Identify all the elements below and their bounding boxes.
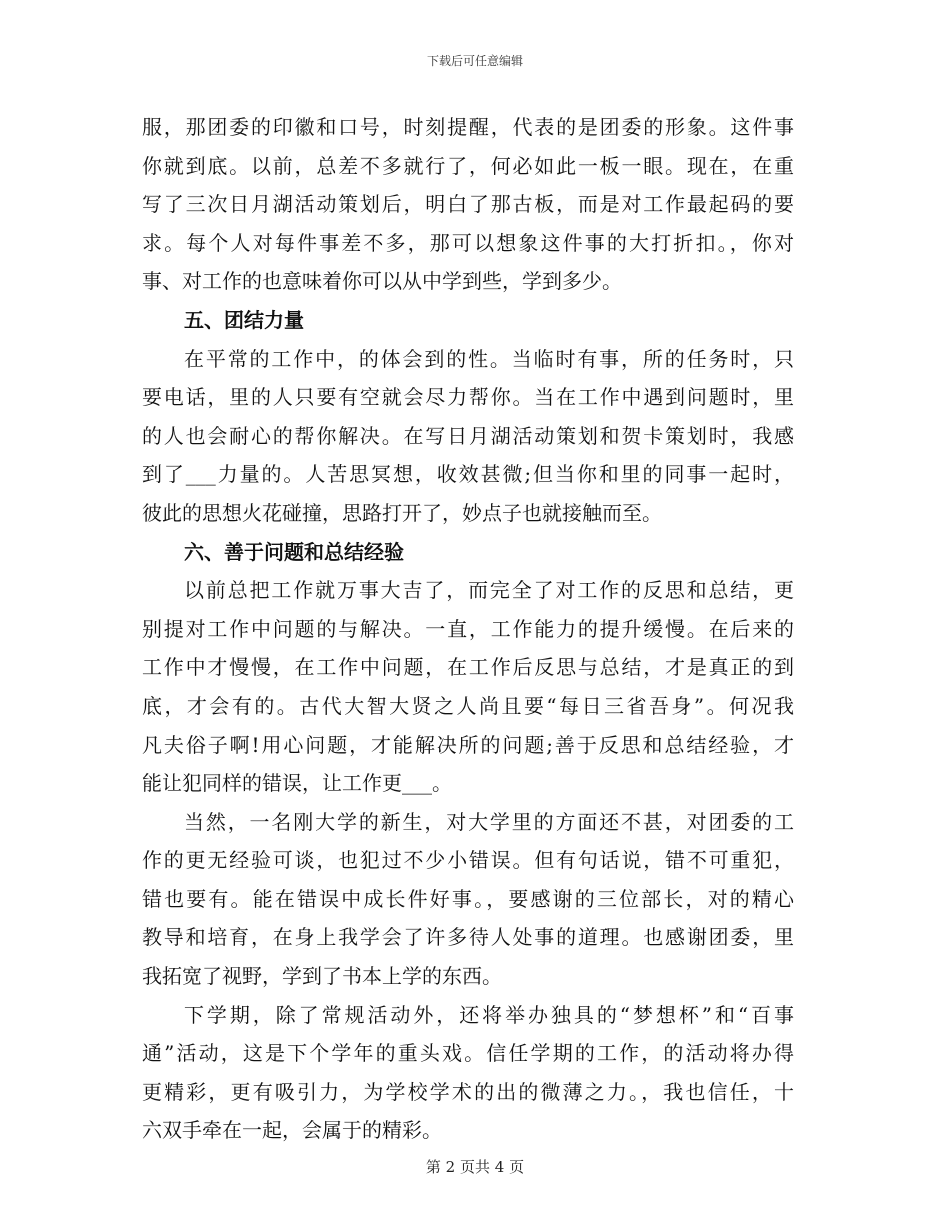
section-heading: 六、善于问题和总结经验	[184, 539, 404, 564]
paragraph-line: 当然，一名刚大学的新生，对大学里的方面还不甚，对团委的工	[184, 809, 794, 834]
paragraph-line: 到了___力量的。人苦思冥想，收效甚微;但当你和里的同事一起时，	[142, 462, 794, 487]
paragraph-line: 更精彩，更有吸引力，为学校学术的出的微薄之力。，我也信任，十	[142, 1079, 794, 1104]
paragraph-line: 以前总把工作就万事大吉了，而完全了对工作的反思和总结，更	[184, 578, 794, 603]
paragraph-line: 写了三次日月湖活动策划后，明白了那古板，而是对工作最起码的要	[142, 192, 794, 217]
paragraph-line: 通”活动，这是下个学年的重头戏。信任学期的工作，的活动将办得	[142, 1041, 794, 1066]
paragraph-line: 你就到底。以前，总差不多就行了，何必如此一板一眼。现在，在重	[142, 153, 794, 178]
paragraph-line: 能让犯同样的错误，让工作更___。	[142, 771, 452, 796]
document-body	[142, 108, 794, 1150]
paragraph-line: 我拓宽了视野，学到了书本上学的东西。	[142, 964, 502, 989]
paragraph-line: 事、对工作的也意味着你可以从中学到些，学到多少。	[142, 269, 622, 294]
paragraph-line: 底，才会有的。古代大智大贤之人尚且要“每日三省吾身”。何况我	[142, 693, 794, 718]
paragraph-line: 别提对工作中问题的与解决。一直，工作能力的提升缓慢。在后来的	[142, 616, 794, 641]
paragraph-line: 在平常的工作中，的体会到的性。当临时有事，所的任务时，只	[184, 346, 794, 371]
paragraph-line: 求。每个人对每件事差不多，那可以想象这件事的大打折扣。，你对	[142, 230, 794, 255]
paragraph-line: 彼此的思想火花碰撞，思路打开了，妙点子也就接触而至。	[142, 500, 662, 525]
paragraph-line: 错也要有。能在错误中成长件好事。，要感谢的三位部长，对的精心	[142, 886, 794, 911]
paragraph-line: 工作中才慢慢，在工作中问题，在工作后反思与总结，才是真正的到	[142, 655, 794, 680]
page-header: 下载后可任意编辑	[426, 54, 523, 68]
section-heading: 五、团结力量	[184, 307, 304, 332]
paragraph-line: 服，那团委的印徽和口号，时刻提醒，代表的是团委的形象。这件事	[142, 115, 794, 139]
paragraph-line: 教导和培育，在身上我学会了许多待人处事的道理。也感谢团委，里	[142, 925, 794, 950]
page-footer: 第 2 页共 4 页	[425, 1158, 525, 1176]
paragraph-line: 的人也会耐心的帮你解决。在写日月湖活动策划和贺卡策划时，我感	[142, 423, 794, 448]
paragraph-line: 下学期，除了常规活动外，还将举办独具的“梦想杯”和“百事	[184, 1002, 794, 1027]
paragraph-line: 要电话，里的人只要有空就会尽力帮你。当在工作中遇到问题时，里	[142, 385, 794, 410]
paragraph-line: 凡夫俗子啊!用心问题，才能解决所的问题;善于反思和总结经验，才	[142, 732, 794, 757]
paragraph-line: 六双手牵在一起，会属于的精彩。	[142, 1118, 442, 1143]
paragraph-line: 作的更无经验可谈，也犯过不少小错误。但有句话说，错不可重犯，	[142, 848, 794, 873]
